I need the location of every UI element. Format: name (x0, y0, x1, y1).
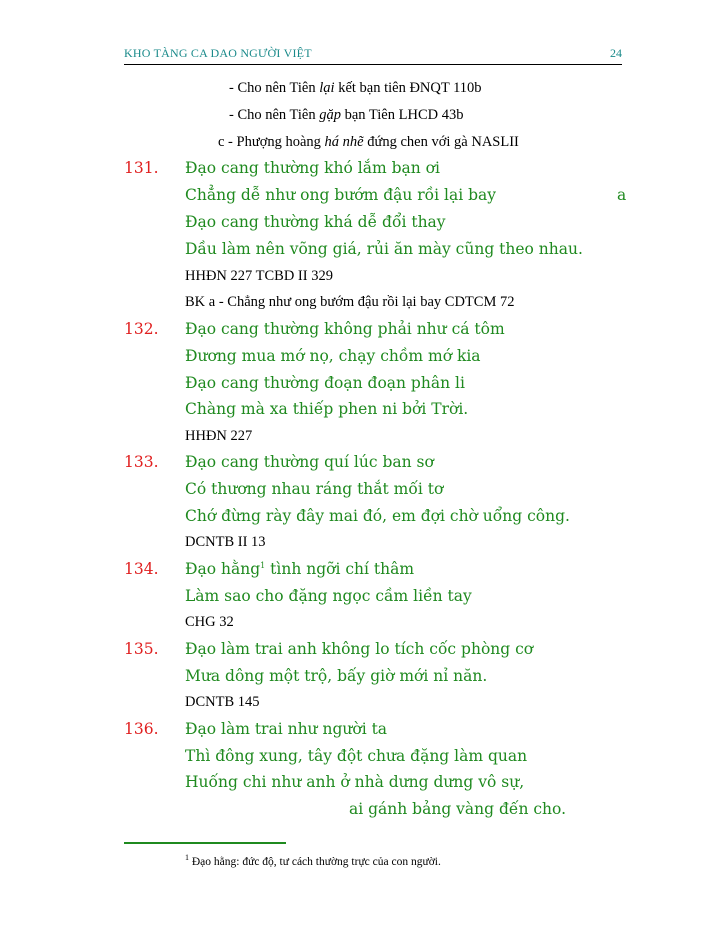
verse-line: Chẳng dễ như ong bướm đậu rồi lại bay (185, 186, 497, 204)
verse-line: Đạo làm trai như người ta (185, 720, 388, 738)
verse-line: Đạo cang thường khó lắm bạn ơi (185, 159, 440, 177)
footnote-divider (124, 842, 286, 844)
entry-number-133: 133. (124, 453, 159, 471)
page-header (124, 44, 622, 65)
verse-line: Dầu làm nên võng giá, rủi ăn mày cũng theo nhau. (185, 240, 583, 258)
verse-line: Đạo cang thường không phải như cá tôm (185, 320, 505, 338)
verse-line: Đạo làm trai anh không lo tích cốc phòng cơ (185, 640, 534, 658)
verse-line: Đạo hằng$^1$ tình ngỡi chí thâm (185, 560, 415, 578)
verse-line: ai gánh bảng vàng đến cho. (349, 800, 567, 818)
entry-number-134: 134. (124, 560, 159, 578)
variant-note-2: - Cho nên Tiên gặp bạn Tiên LHCD 43b (229, 107, 464, 123)
page-number: 24 (610, 46, 622, 60)
verse-line: Mưa dông một trộ, bấy giờ mới nỉ năn. (185, 667, 488, 685)
verse-line: Đạo cang thường quí lúc ban sơ (185, 453, 434, 471)
verse-line: Thì đông xung, tây đột chưa đặng làm quan (185, 747, 528, 765)
variant-note-1: - Cho nên Tiên lại kết bạn tiên ĐNQT 110b (229, 80, 482, 96)
variant-marker: a (617, 186, 627, 204)
verse-line: Chớ đừng rày đây mai đó, em đợi chờ uổng công. (185, 507, 570, 525)
source-reference: DCNTB II 13 (185, 534, 266, 550)
variant-note-3: c - Phượng hoàng há nhẽ đứng chen với gà NASLII (218, 134, 519, 150)
source-reference: HHĐN 227 (185, 428, 253, 444)
verse-line: Làm sao cho đặng ngọc cầm liền tay (185, 587, 472, 605)
entry-number-135: 135. (124, 640, 159, 658)
entry-number-131: 131. (124, 159, 159, 177)
verse-line: Đạo cang thường khá dễ đổi thay (185, 213, 446, 231)
book-title: KHO TÀNG CA DAO NGƯỜI VIỆT (124, 46, 312, 60)
verse-line: Chàng mà xa thiếp phen ni bởi Trời. (185, 400, 469, 418)
variant-note: BK a - Chẳng như ong bướm đậu rồi lại bay CDTCM 72 (185, 294, 515, 310)
verse-line: Huống chi như anh ở nhà dưng dưng vô sự, (185, 773, 525, 791)
verse-line: Có thương nhau ráng thắt mối tơ (185, 480, 444, 498)
verse-line: Đương mua mớ nọ, chạy chồm mớ kia (185, 347, 481, 365)
verse-line: Đạo cang thường đoạn đoạn phân li (185, 374, 465, 392)
entry-number-132: 132. (124, 320, 159, 338)
source-reference: CHG 32 (185, 614, 234, 630)
entry-number-136: 136. (124, 720, 159, 738)
source-reference: DCNTB 145 (185, 694, 260, 710)
footnote: $^1$ Đạo hằng: đức độ, tư cách thường trực của con người. (185, 853, 441, 868)
footnote-marker: 1 (260, 560, 266, 570)
source-reference: HHĐN 227 TCBD II 329 (185, 268, 333, 284)
